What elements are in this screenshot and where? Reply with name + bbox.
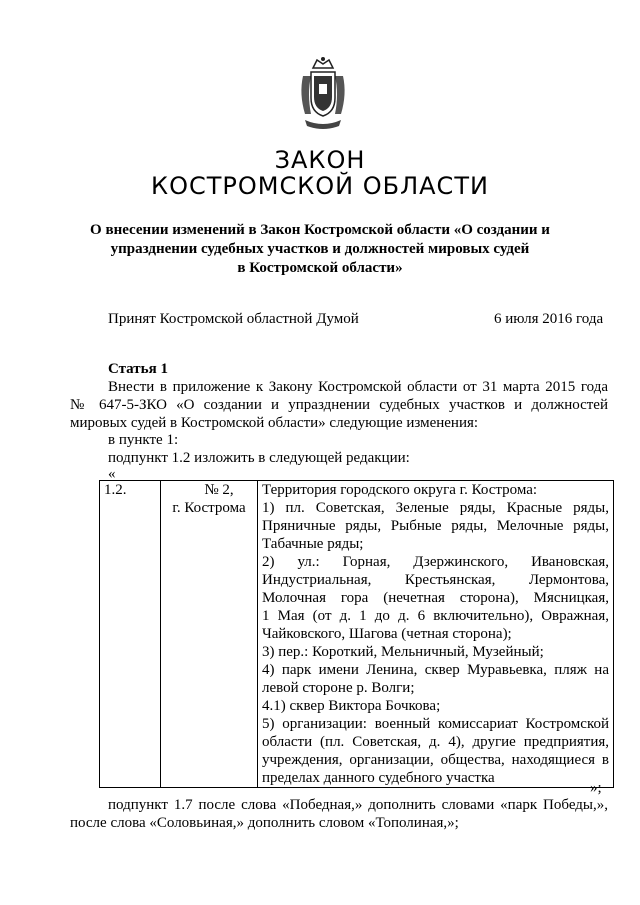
territory-line: Табачные ряды;	[262, 536, 364, 552]
footer-text	[70, 796, 608, 832]
territory-line: пределах данного судебного участка	[262, 770, 495, 786]
territory-line: 4.1) сквер Виктора Бочкова;	[262, 698, 441, 714]
table-row	[100, 481, 614, 788]
intro-line: мировых судей в Костромской области» следующие изменения:	[70, 415, 479, 431]
subject-line: в Костромской области»	[237, 260, 403, 276]
territory-line: 4) парк имени Ленина, сквер Муравьевка, пляж на	[262, 662, 609, 678]
open-quote: «	[108, 466, 116, 482]
point-text: в пункте 1:	[108, 432, 179, 448]
footer-line: подпункт 1.7 после слова «Победная,» дополнить словами «парк Победы,»,	[108, 797, 608, 813]
cell-court	[161, 481, 258, 788]
territory-line: 1 Мая (от д. 1 до д. 6 включительно), Овражная,	[262, 608, 609, 624]
subpoint-text: подпункт 1.2 изложить в следующей редакции:	[108, 450, 410, 466]
row-number: 1.2.	[104, 482, 127, 498]
court-city: г. Кострома	[172, 500, 246, 516]
article-intro	[70, 378, 608, 432]
territory-line: области (пл. Советская, д. 4), другие предприятия,	[262, 734, 609, 750]
subject-line: О внесении изменений в Закон Костромской области «О создании и	[90, 222, 550, 238]
court-number: № 2,	[204, 482, 234, 498]
territory-line: Индустриальная, Крестьянская, Лермонтова,	[262, 572, 609, 588]
intro-line: Внести в приложение к Закону Костромской области от 31 марта 2015 года	[108, 379, 608, 395]
territory-line: 5) организации: военный комиссариат Костромской	[262, 716, 609, 732]
territory-line: Чайковского, Шагова (четная сторона);	[262, 626, 512, 642]
subject-line: упразднении судебных участков и должностей мировых судей	[110, 241, 530, 257]
territory-line: учреждения, организации, общества, находящиеся в	[262, 752, 609, 768]
territory-line: 1) пл. Советская, Зеленые ряды, Красные ряды,	[262, 500, 609, 516]
region-heading: КОСТРОМСКОЙ ОБЛАСТИ	[151, 172, 489, 200]
close-quote: »;	[590, 780, 602, 796]
court-district-table	[99, 480, 614, 788]
adoption-date: 6 июля 2016 года	[494, 311, 604, 327]
footer-line: после слова «Соловьиная,» дополнить словом «Тополиная,»;	[70, 815, 459, 831]
territory-line: Молочная гора (нечетная сторона), Мясницкая,	[262, 590, 609, 606]
territory-line: 3) пер.: Короткий, Мельничный, Музейный;	[262, 644, 544, 660]
cell-number	[100, 481, 161, 788]
law-heading: ЗАКОН	[274, 146, 366, 174]
territory-line: Пряничные ряды, Рыбные ряды, Мелочные ряды,	[262, 518, 609, 534]
intro-line: № 647-5-ЗКО «О создании и упразднении судебных участков и должностей	[70, 397, 608, 413]
article-title: Статья 1	[108, 361, 168, 377]
territory-line: Территория городского округа г. Кострома:	[262, 482, 538, 498]
territory-line: 2) ул.: Горная, Дзержинского, Ивановская,	[262, 554, 609, 570]
cell-territory	[258, 481, 614, 788]
adopted-by: Принят Костромской областной Думой	[108, 311, 359, 327]
coat-of-arms-icon	[297, 54, 349, 134]
territory-line: левой стороне р. Волги;	[262, 680, 415, 696]
